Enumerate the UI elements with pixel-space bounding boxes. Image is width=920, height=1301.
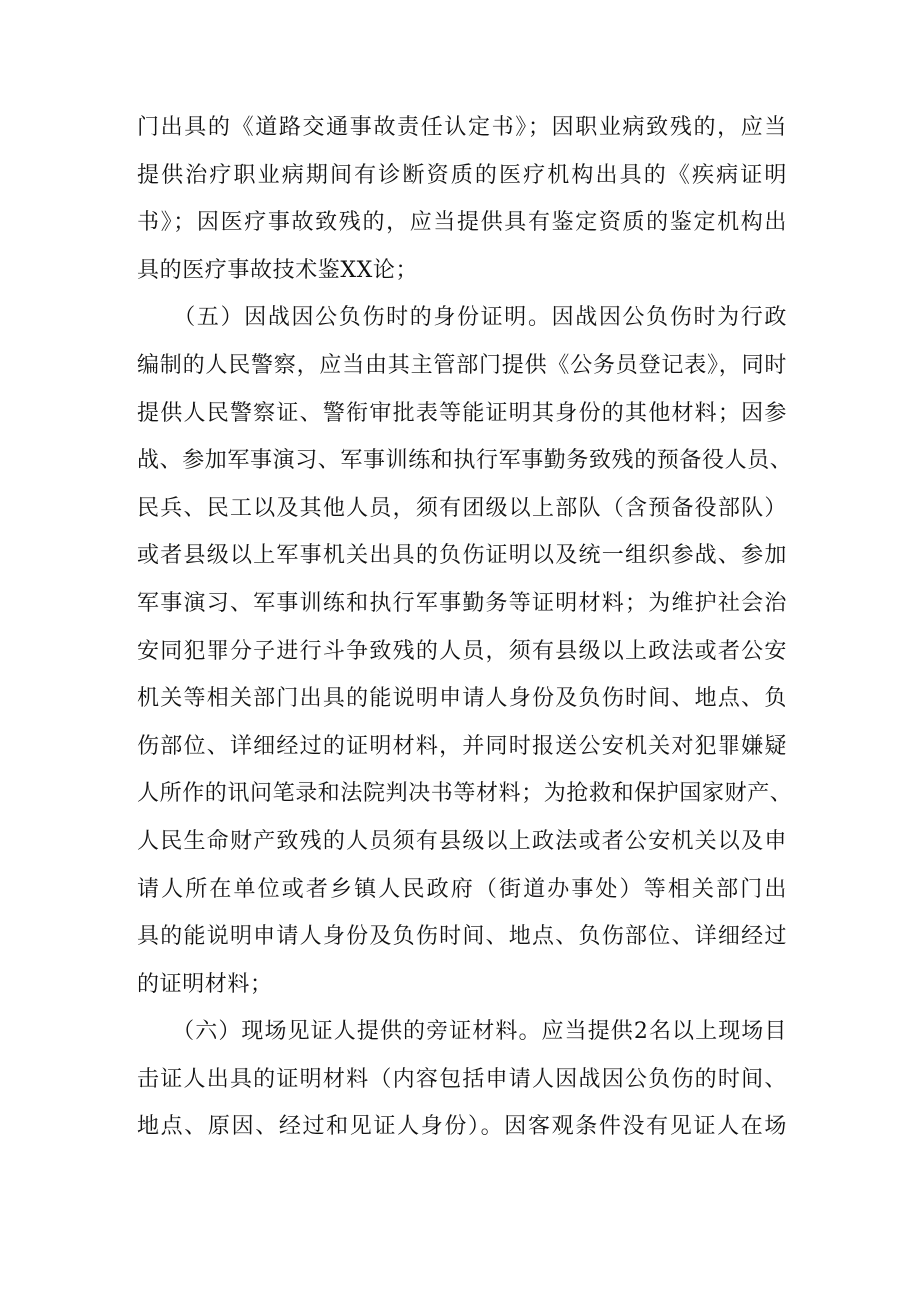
text-line: 编制的人民警察，应当由其主管部门提供《公务员登记表》，同时 (137, 352, 787, 378)
text-line: 伤部位、详细经过的证明材料，并同时报送公安机关对犯罪嫌疑 (137, 733, 787, 759)
text-line: 请人所在单位或者乡镇人民政府（街道办事处）等相关部门出 (137, 876, 787, 902)
text-line: 击证人出具的证明材料（内容包括申请人因战因公负伤的时间、 (137, 1066, 787, 1092)
text-line: 民兵、民工以及其他人员，须有团级以上部队（含预备役部队） (137, 495, 787, 521)
text-line: 军事演习、军事训练和执行军事勤务等证明材料；为维护社会治 (137, 590, 787, 616)
text-line: 门出具的《道路交通事故责任认定书》；因职业病致残的，应当 (137, 115, 787, 140)
text-line: 具的能说明申请人身份及负伤时间、地点、负伤部位、详细经过 (137, 924, 787, 950)
text-line: 战、参加军事演习、军事训练和执行军事勤务致残的预备役人员、 (137, 448, 793, 474)
text-line: 的证明材料； (137, 971, 273, 997)
text-line: 人所作的讯问笔录和法院判决书等材料；为抢救和保护国家财产、 (137, 781, 793, 807)
paragraph-start-line: （六）现场见证人提供的旁证材料。应当提供2名以上现场目 (137, 1019, 787, 1045)
paragraph-start-line: （五）因战因公负伤时的身份证明。因战因公负伤时为行政 (137, 305, 787, 331)
text-line: 或者县级以上军事机关出具的负伤证明以及统一组织参战、参加 (137, 543, 787, 569)
text-line: 书》；因医疗事故致残的，应当提供具有鉴定资质的鉴定机构出 (137, 210, 787, 236)
text-line: 机关等相关部门出具的能说明申请人身份及负伤时间、地点、负 (137, 686, 787, 712)
document-body (137, 104, 793, 1151)
text-line: 地点、原因、经过和见证人身份）。因客观条件没有见证人在场 (137, 1114, 787, 1140)
text-line: 提供治疗职业病期间有诊断资质的医疗机构出具的《疾病证明 (137, 162, 787, 188)
text-line: 安同犯罪分子进行斗争致残的人员，须有县级以上政法或者公安 (137, 638, 787, 664)
text-line: 具的医疗事故技术鉴XX论； (137, 257, 419, 283)
text-line: 提供人民警察证、警衔审批表等能证明其身份的其他材料；因参 (137, 400, 787, 426)
text-line: 人民生命财产致残的人员须有县级以上政法或者公安机关以及申 (137, 828, 787, 854)
